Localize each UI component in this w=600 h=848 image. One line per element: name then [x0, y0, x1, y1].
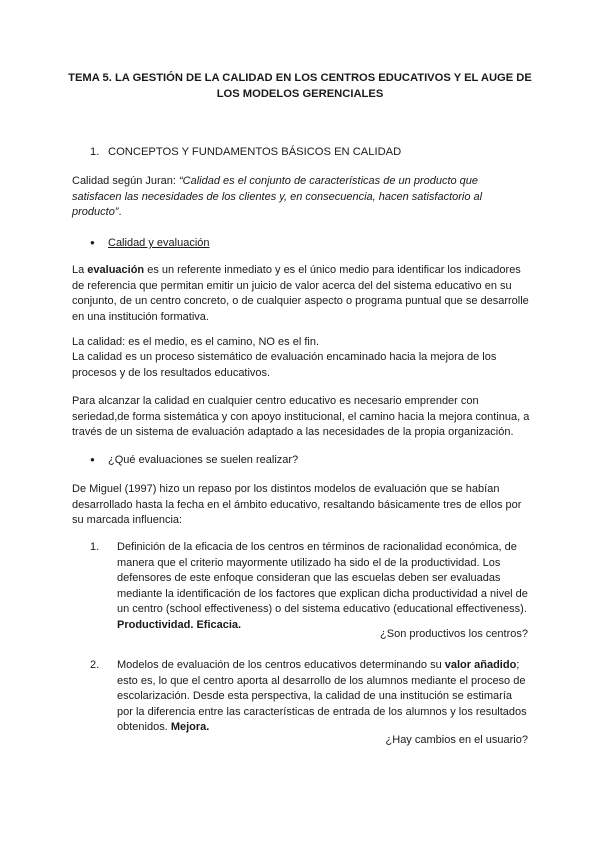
document-title: TEMA 5. LA GESTIÓN DE LA CALIDAD EN LOS CENTROS EDUCATIVOS Y EL AUGE DE LOS MODELOS GERENCIALES	[68, 72, 532, 100]
juran-end: .	[118, 206, 122, 218]
section-heading	[90, 145, 530, 161]
section-number: 1.	[90, 146, 100, 158]
question-productivos: ¿Son productivos los centros?	[380, 628, 528, 640]
bullet-label: Calidad y evaluación	[108, 237, 210, 249]
bullet-dot-icon: ●	[90, 455, 95, 464]
list-item-number: 1.	[90, 541, 100, 553]
list-item-text	[117, 658, 530, 736]
evaluacion-bold: evaluación	[87, 264, 145, 276]
item2-text-a: Modelos de evaluación de los centros educativos determinando su	[117, 659, 445, 671]
item1-text: Definición de la eficacia de los centros en términos de racionalidad económica, de manera que el criterio mayormente utilizado ha sido el de la productividad. Los defensores de este enfoque consideran que las escuelas deben ser evaluadas mediante la identificación de los factores que explican dicha productividad a nivel de un centro (school effectiveness) o del sistema educativo (educational effectiveness).	[117, 541, 528, 615]
question-cambios-usuario: ¿Hay cambios en el usuario?	[385, 734, 528, 746]
bullet-evaluaciones	[90, 452, 298, 469]
evaluacion-pre: La	[72, 264, 88, 276]
bullet-dot-icon: ●	[90, 238, 95, 247]
paragraph-de-miguel: De Miguel (1997) hizo un repaso por los distintos modelos de evaluación que se habían desarrollado hasta la fecha en el ámbito educativo, resaltando básicamente tres de ellos por su marcada influencia:	[72, 483, 522, 526]
bullet-label: ¿Qué evaluaciones se suelen realizar?	[108, 454, 299, 466]
paragraph-calidad-medio: La calidad: es el medio, es el camino, NO es el fin.	[72, 336, 320, 348]
juran-lead: Calidad según Juran:	[72, 175, 180, 187]
list-item-productividad	[90, 540, 530, 633]
bullet-calidad-evaluacion	[90, 235, 210, 252]
list-item-number: 2.	[90, 659, 100, 671]
list-item-valor-anadido	[90, 658, 530, 736]
section-heading-text: CONCEPTOS Y FUNDAMENTOS BÁSICOS EN CALIDAD	[108, 146, 402, 158]
item2-text-b: ; esto es, lo que el centro aporta al desarrollo de los alumnos mediante el proceso de escolarización. Desde esta perspectiva, la calidad de una institución se estimaría por la diferencia entre las características de entrada de los alumnos y los resultados obtenidos.	[117, 659, 527, 733]
item1-bold: Productividad. Eficacia.	[117, 618, 242, 631]
paragraph-alcanzar-calidad: Para alcanzar la calidad en cualquier centro educativo es necesario emprender con seriedad,de forma sistemática y con apoyo institucional, el camino hacia la mejora continua, a través de un sistema de evaluación adaptado a las necesidades de la propia organización.	[72, 395, 530, 438]
paragraph-evaluacion	[72, 263, 530, 325]
juran-quote: “Calidad es el conjunto de características de un producto que satisfacen las necesidades de los clientes y, en consecuencia, hacen satisfactorio al producto”	[72, 175, 483, 218]
evaluacion-rest: es un referente inmediato y es el único medio para identificar los indicadores de referencia que permitan emitir un juicio de valor acerca del del sistema educativo en su conjunto, de un centro concreto, o de cualquier aspecto o programa puntual que se desarrolle en una institución formativa.	[72, 264, 529, 323]
paragraph-calidad-proceso: La calidad es un proceso sistemático de evaluación encaminado hacia la mejora de los procesos y de los resultados educativos.	[72, 351, 497, 379]
juran-definition	[72, 174, 530, 221]
item2-bold-a: valor añadido	[444, 659, 517, 671]
list-item-text	[117, 540, 530, 633]
item2-bold-b: Mejora.	[170, 721, 210, 733]
